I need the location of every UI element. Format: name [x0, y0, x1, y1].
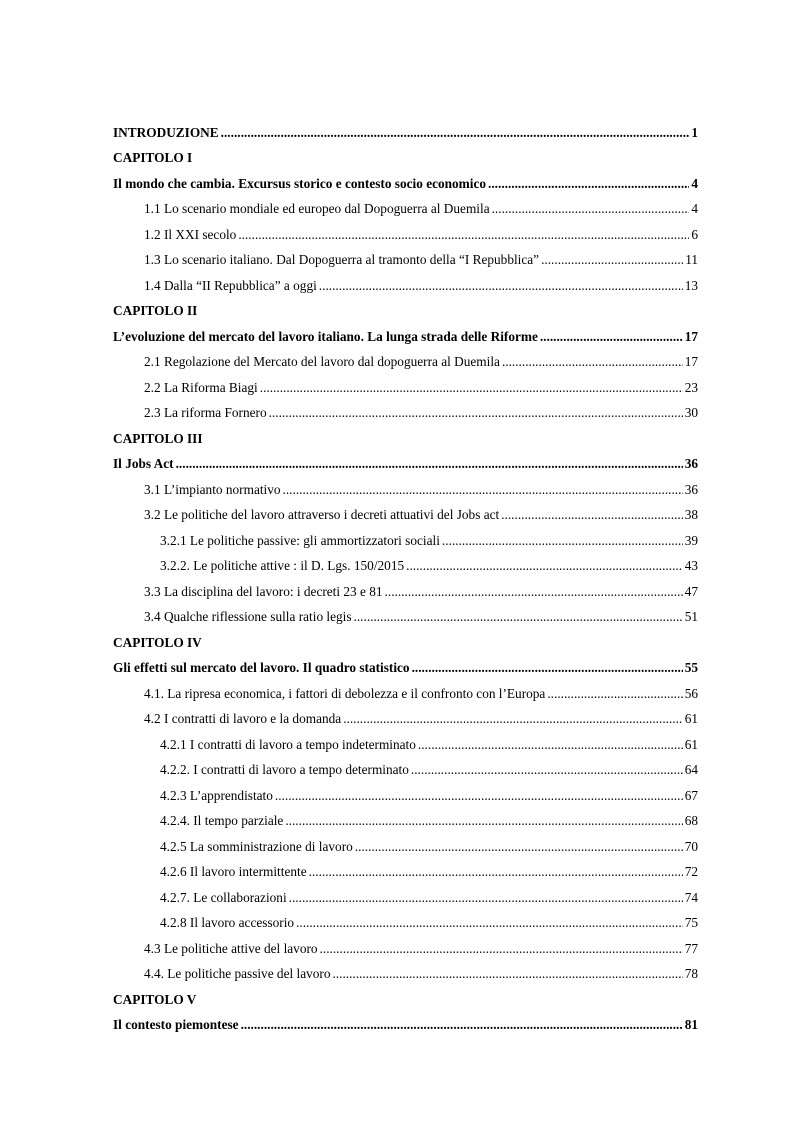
dot-leader — [283, 481, 683, 498]
chapter-heading — [113, 296, 698, 322]
dot-leader — [385, 583, 683, 600]
toc-page-number: 68 — [684, 813, 698, 828]
toc-entry-title: 2.2 La Riforma Biagi — [144, 379, 258, 395]
toc-entry-title: 3.4 Qualche riflessione sulla ratio legis — [144, 609, 352, 624]
toc-entry-title: 4.4. Le politiche passive del lavoro — [144, 966, 331, 981]
toc-entry[interactable] — [113, 245, 698, 271]
toc-entry[interactable] — [113, 449, 698, 475]
toc-entry-title: 4.2.2. I contratti di lavoro a tempo determinato — [160, 762, 409, 777]
toc-page-number: 56 — [684, 685, 698, 701]
toc-entry[interactable] — [113, 1010, 698, 1036]
toc-entry[interactable] — [113, 219, 698, 245]
dot-leader — [238, 226, 689, 243]
toc-page-number: 30 — [684, 405, 698, 420]
dot-leader — [320, 940, 683, 957]
dot-leader — [547, 685, 682, 702]
toc-entry-title: Gli effetti sul mercato del lavoro. Il quadro statistico — [113, 660, 410, 675]
toc-page-number: 55 — [684, 660, 698, 675]
dot-leader — [501, 506, 683, 523]
toc-entry[interactable] — [113, 857, 698, 883]
dot-leader — [492, 200, 690, 217]
toc-entry[interactable] — [113, 806, 698, 832]
toc-entry-title: 4.2.3 L’apprendistato — [160, 787, 273, 803]
dot-leader — [442, 532, 683, 549]
toc-entry-title: 3.2 Le politiche del lavoro attraverso i decreti attuativi del Jobs act — [144, 507, 500, 522]
toc-page-number: 6 — [691, 226, 698, 242]
toc-page-number: 70 — [684, 838, 698, 854]
toc-entry[interactable] — [113, 755, 698, 781]
toc-entry-title: Il Jobs Act — [113, 456, 174, 471]
toc-page-number: 75 — [684, 915, 698, 930]
toc-entry-title: 2.1 Regolazione del Mercato del lavoro dal dopoguerra al Duemila — [144, 354, 500, 369]
toc-page-number: 4 — [691, 201, 698, 216]
toc-entry[interactable] — [113, 653, 698, 679]
toc-entry[interactable] — [113, 117, 698, 143]
toc-entry-title: L’evoluzione del mercato del lavoro italiano. La lunga strada delle Riforme — [113, 328, 538, 344]
dot-leader — [343, 710, 683, 727]
toc-entry-title: 4.2.4. Il tempo parziale — [160, 813, 284, 828]
toc-entry[interactable] — [113, 908, 698, 934]
toc-entry-title: 4.2 I contratti di lavoro e la domanda — [144, 711, 342, 726]
toc-entry[interactable] — [113, 704, 698, 730]
toc-entry[interactable] — [113, 500, 698, 526]
toc-entry[interactable] — [113, 474, 698, 500]
toc-entry-title: 2.3 La riforma Fornero — [144, 405, 267, 420]
toc-entry[interactable] — [113, 959, 698, 985]
dot-leader — [289, 889, 683, 906]
table-of-contents — [113, 117, 698, 1035]
toc-page-number: 11 — [685, 252, 698, 267]
toc-entry-title: Il contesto piemontese — [113, 1017, 239, 1032]
toc-entry[interactable] — [113, 729, 698, 755]
chapter-heading-label: CAPITOLO III — [113, 430, 203, 446]
toc-entry-title: INTRODUZIONE — [113, 124, 219, 140]
dot-leader — [221, 124, 690, 141]
toc-entry[interactable] — [113, 551, 698, 577]
dot-leader — [354, 608, 683, 625]
toc-entry[interactable] — [113, 194, 698, 220]
dot-leader — [355, 838, 683, 855]
chapter-heading — [113, 627, 698, 653]
dot-leader — [319, 277, 683, 294]
toc-page-number: 4 — [691, 175, 698, 191]
dot-leader — [309, 863, 683, 880]
dot-leader — [176, 455, 683, 472]
toc-page-number: 67 — [684, 787, 698, 803]
toc-entry-title: Il mondo che cambia. Excursus storico e contesto socio economico — [113, 175, 487, 191]
toc-entry-title: 4.2.1 I contratti di lavoro a tempo indeterminato — [160, 736, 416, 752]
chapter-heading-label: CAPITOLO V — [113, 991, 197, 1007]
toc-page-number: 77 — [684, 940, 698, 956]
toc-entry[interactable] — [113, 602, 698, 628]
toc-entry[interactable] — [113, 933, 698, 959]
toc-page-number: 39 — [684, 532, 698, 548]
toc-entry[interactable] — [113, 576, 698, 602]
toc-entry[interactable] — [113, 780, 698, 806]
toc-entry[interactable] — [113, 678, 698, 704]
toc-page-number: 81 — [684, 1017, 698, 1032]
toc-page-number: 43 — [684, 558, 698, 573]
chapter-heading-label: CAPITOLO IV — [113, 634, 202, 650]
toc-entry[interactable] — [113, 882, 698, 908]
toc-entry[interactable] — [113, 372, 698, 398]
dot-leader — [541, 251, 683, 268]
dot-leader — [502, 353, 683, 370]
toc-entry-title: 3.3 La disciplina del lavoro: i decreti 23 e 81 — [144, 583, 383, 599]
toc-entry-title: 1.3 Lo scenario italiano. Dal Dopoguerra al tramonto della “I Repubblica” — [144, 252, 540, 267]
chapter-heading-label: CAPITOLO II — [113, 303, 198, 318]
toc-entry[interactable] — [113, 347, 698, 373]
toc-page-number: 36 — [684, 481, 698, 497]
chapter-heading-label: CAPITOLO I — [113, 150, 193, 165]
toc-entry-title: 4.3 Le politiche attive del lavoro — [144, 940, 318, 956]
toc-entry-title: 1.1 Lo scenario mondiale ed europeo dal Dopoguerra al Duemila — [144, 201, 490, 216]
toc-page-number: 78 — [684, 966, 698, 981]
toc-entry[interactable] — [113, 168, 698, 194]
toc-page-number: 61 — [684, 736, 698, 752]
toc-page-number: 61 — [684, 711, 698, 726]
toc-entry-title: 4.2.7. Le collaborazioni — [160, 889, 287, 905]
toc-page-number: 36 — [684, 456, 698, 471]
dot-leader — [269, 404, 683, 421]
dot-leader — [411, 761, 683, 778]
toc-page-number: 72 — [684, 864, 698, 879]
dot-leader — [275, 787, 683, 804]
toc-entry-title: 1.2 Il XXI secolo — [144, 226, 237, 242]
toc-page-number: 64 — [684, 762, 698, 777]
chapter-heading — [113, 423, 698, 449]
toc-entry-title: 3.2.2. Le politiche attive : il D. Lgs. 150/2015 — [160, 558, 405, 573]
dot-leader — [418, 736, 683, 753]
toc-page-number: 13 — [684, 277, 698, 293]
toc-page-number: 47 — [684, 583, 698, 599]
chapter-heading — [113, 984, 698, 1010]
dot-leader — [241, 1016, 683, 1033]
toc-entry-title: 3.2.1 Le politiche passive: gli ammortizzatori sociali — [160, 532, 440, 548]
dot-leader — [488, 175, 689, 192]
toc-entry-title: 3.1 L’impianto normativo — [144, 481, 281, 497]
dot-leader — [260, 379, 683, 396]
toc-page-number: 17 — [684, 354, 698, 369]
dot-leader — [296, 914, 683, 931]
dot-leader — [412, 659, 683, 676]
toc-entry-title: 4.1. La ripresa economica, i fattori di debolezza e il confronto con l’Europa — [144, 685, 546, 701]
toc-entry[interactable] — [113, 270, 698, 296]
toc-page-number: 23 — [684, 379, 698, 395]
toc-entry[interactable] — [113, 398, 698, 424]
toc-entry-title: 4.2.6 Il lavoro intermittente — [160, 864, 307, 879]
toc-entry[interactable] — [113, 831, 698, 857]
dot-leader — [285, 812, 682, 829]
toc-page-number: 74 — [684, 889, 698, 905]
dot-leader — [406, 557, 683, 574]
toc-entry[interactable] — [113, 321, 698, 347]
dot-leader — [540, 328, 683, 345]
toc-entry[interactable] — [113, 525, 698, 551]
toc-entry-title: 1.4 Dalla “II Repubblica” a oggi — [144, 277, 317, 293]
chapter-heading — [113, 143, 698, 169]
toc-page-number: 17 — [684, 328, 698, 344]
toc-page-number: 38 — [684, 507, 698, 522]
toc-page-number: 1 — [691, 124, 698, 140]
toc-page-number: 51 — [684, 609, 698, 624]
dot-leader — [332, 965, 682, 982]
toc-entry-title: 4.2.5 La somministrazione di lavoro — [160, 838, 353, 854]
toc-entry-title: 4.2.8 Il lavoro accessorio — [160, 915, 295, 930]
